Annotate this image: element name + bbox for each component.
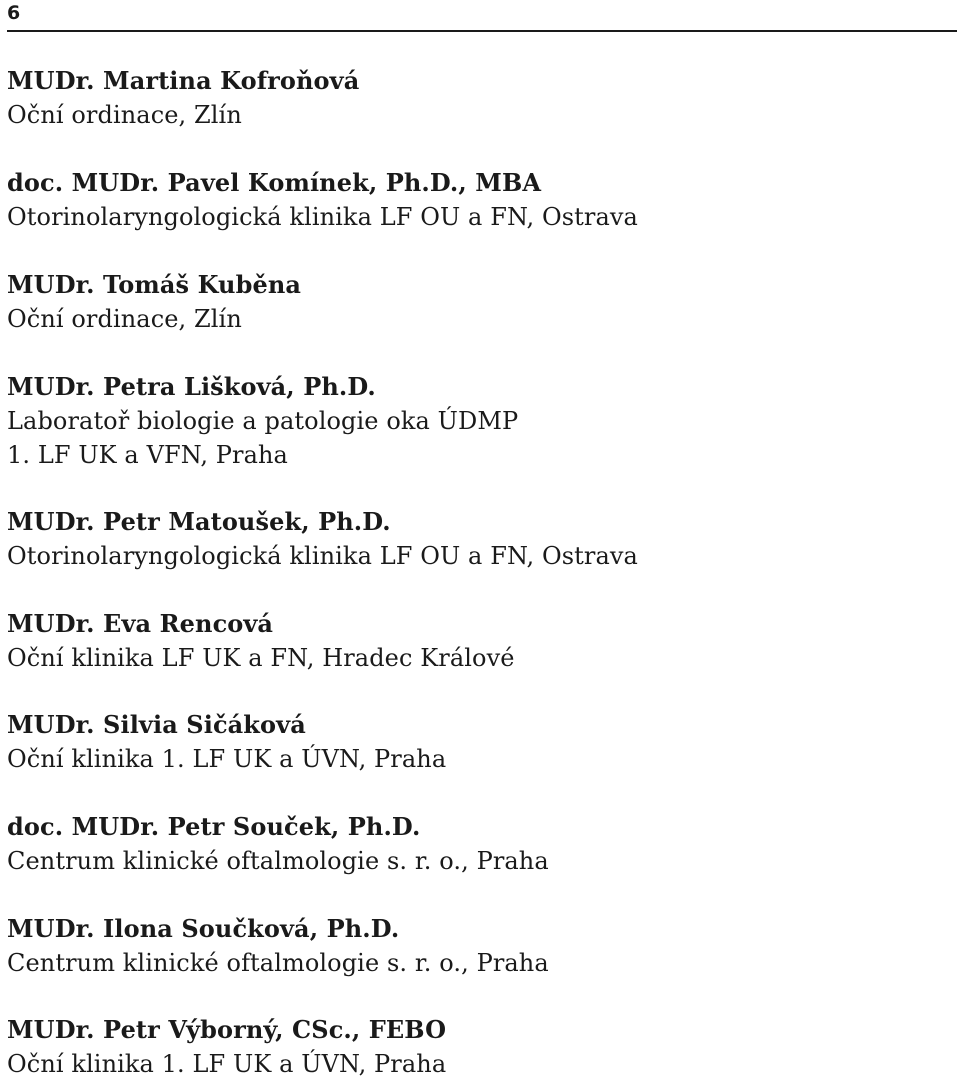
author-name: MUDr. Petr Matoušek, Ph.D. xyxy=(7,507,391,536)
author-affiliation: Otorinolaryngologická klinika LF OU a FN, Ostrava xyxy=(7,203,638,231)
author-affiliation: Oční klinika 1. LF UK a ÚVN, Praha xyxy=(7,1050,447,1078)
author-affiliation: Oční ordinace, Zlín xyxy=(7,101,242,129)
author-entry xyxy=(7,1013,952,1081)
author-name: MUDr. Petra Lišková, Ph.D. xyxy=(7,372,376,401)
author-name: doc. MUDr. Pavel Komínek, Ph.D., MBA xyxy=(7,168,542,197)
author-entry xyxy=(7,370,952,472)
author-name: MUDr. Martina Kofroňová xyxy=(7,66,360,95)
author-name: doc. MUDr. Petr Souček, Ph.D. xyxy=(7,812,421,841)
author-entry xyxy=(7,912,952,980)
author-entry xyxy=(7,810,952,878)
author-entry xyxy=(7,64,952,132)
author-entry xyxy=(7,505,952,573)
author-name: MUDr. Eva Rencová xyxy=(7,609,274,638)
author-entry xyxy=(7,708,952,776)
header-rule xyxy=(7,30,957,32)
author-entry xyxy=(7,607,952,675)
author-affiliation: Oční ordinace, Zlín xyxy=(7,305,242,333)
author-affiliation: Oční klinika 1. LF UK a ÚVN, Praha xyxy=(7,745,447,773)
author-name: MUDr. Ilona Součková, Ph.D. xyxy=(7,914,400,943)
author-affiliation: Oční klinika LF UK a FN, Hradec Králové xyxy=(7,644,515,672)
author-affiliation: Otorinolaryngologická klinika LF OU a FN, Ostrava xyxy=(7,542,638,570)
author-affiliation: 1. LF UK a VFN, Praha xyxy=(7,441,288,469)
author-entry xyxy=(7,268,952,336)
author-affiliation: Centrum klinické oftalmologie s. r. o., Praha xyxy=(7,949,549,977)
author-affiliation: Laboratoř biologie a patologie oka ÚDMP xyxy=(7,407,519,435)
author-name: MUDr. Petr Výborný, CSc., FEBO xyxy=(7,1015,447,1044)
page-number: 6 xyxy=(7,2,21,24)
author-affiliation: Centrum klinické oftalmologie s. r. o., Praha xyxy=(7,847,549,875)
author-name: MUDr. Silvia Sičáková xyxy=(7,710,306,739)
author-name: MUDr. Tomáš Kuběna xyxy=(7,270,302,299)
author-entry xyxy=(7,166,952,234)
